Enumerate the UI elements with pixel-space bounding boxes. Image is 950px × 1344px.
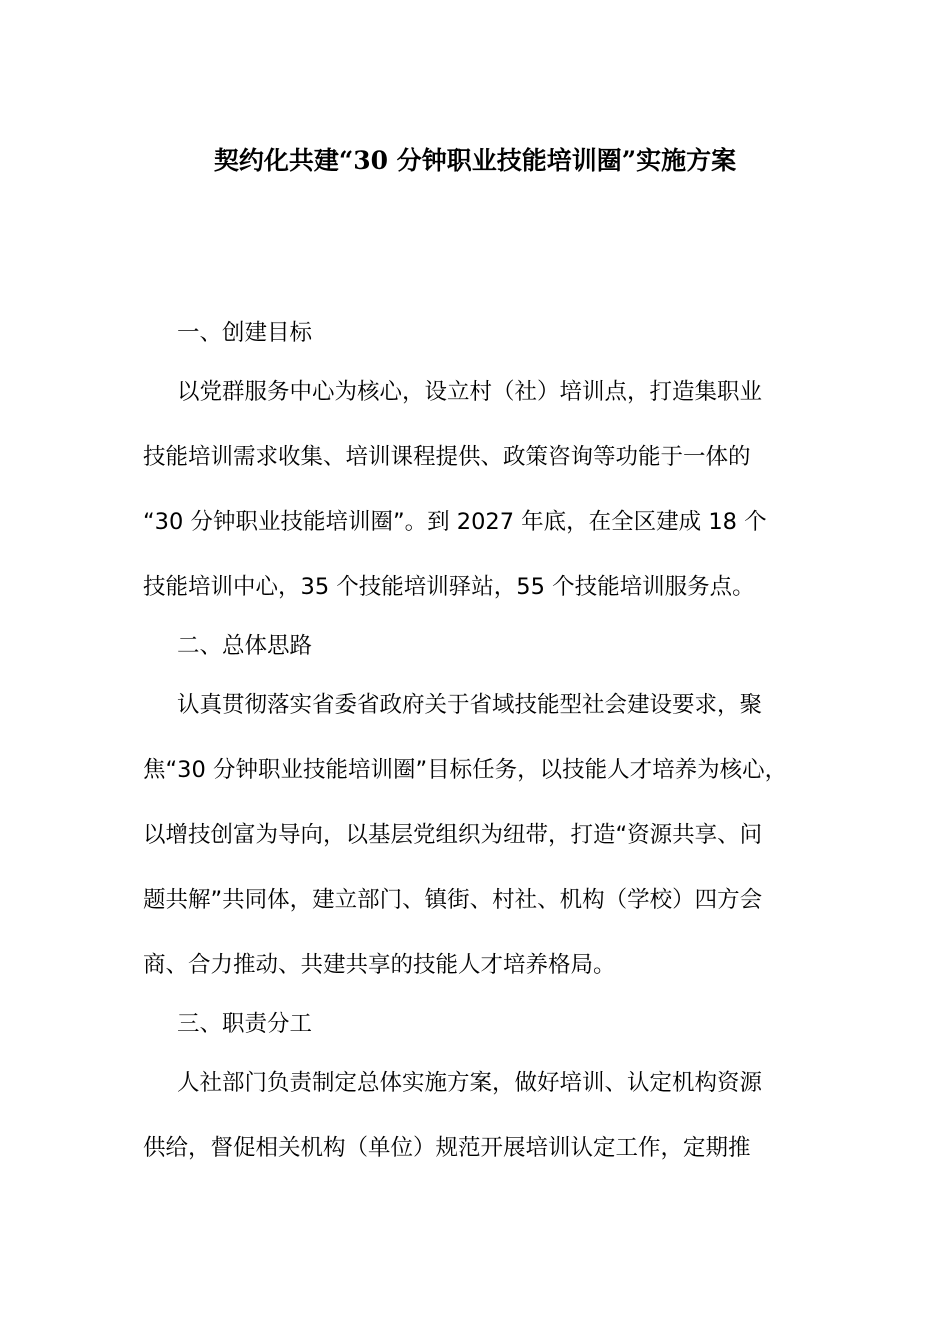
- paragraph-line: 认真贯彻落实省委省政府关于省域技能型社会建设要求，聚: [177, 692, 763, 718]
- paragraph-line: 供给，督促相关机构（单位）规范开展培训认定工作，定期推: [143, 1135, 751, 1161]
- paragraph-line: 题共解”共同体，建立部门、镇街、村社、机构（学校）四方会: [143, 887, 763, 913]
- heading-overall-approach: 二、总体思路: [177, 633, 313, 659]
- heading-responsibilities: 三、职责分工: [177, 1011, 313, 1037]
- paragraph-line: 技能培训中心，35 个技能培训驿站，55 个技能培训服务点。: [143, 574, 755, 600]
- document-title: 契约化共建“30 分钟职业技能培训圈”实施方案: [213, 146, 737, 175]
- heading-creation-goal: 一、创建目标: [177, 320, 313, 346]
- paragraph-line: 以增技创富为导向，以基层党组织为纽带，打造“资源共享、问: [143, 822, 763, 848]
- paragraph-line: 技能培训需求收集、培训课程提供、政策咨询等功能于一体的: [143, 444, 751, 470]
- paragraph-line: 焦“30 分钟职业技能培训圈”目标任务，以技能人才培养为核心，: [143, 757, 788, 783]
- paragraph-line: 人社部门负责制定总体实施方案，做好培训、认定机构资源: [177, 1070, 763, 1096]
- paragraph-line: “30 分钟职业技能培训圈”。到 2027 年底，在全区建成 18 个: [143, 509, 767, 535]
- paragraph-line: 商、合力推动、共建共享的技能人才培养格局。: [143, 952, 616, 978]
- paragraph-line: 以党群服务中心为核心，设立村（社）培训点，打造集职业: [177, 379, 763, 405]
